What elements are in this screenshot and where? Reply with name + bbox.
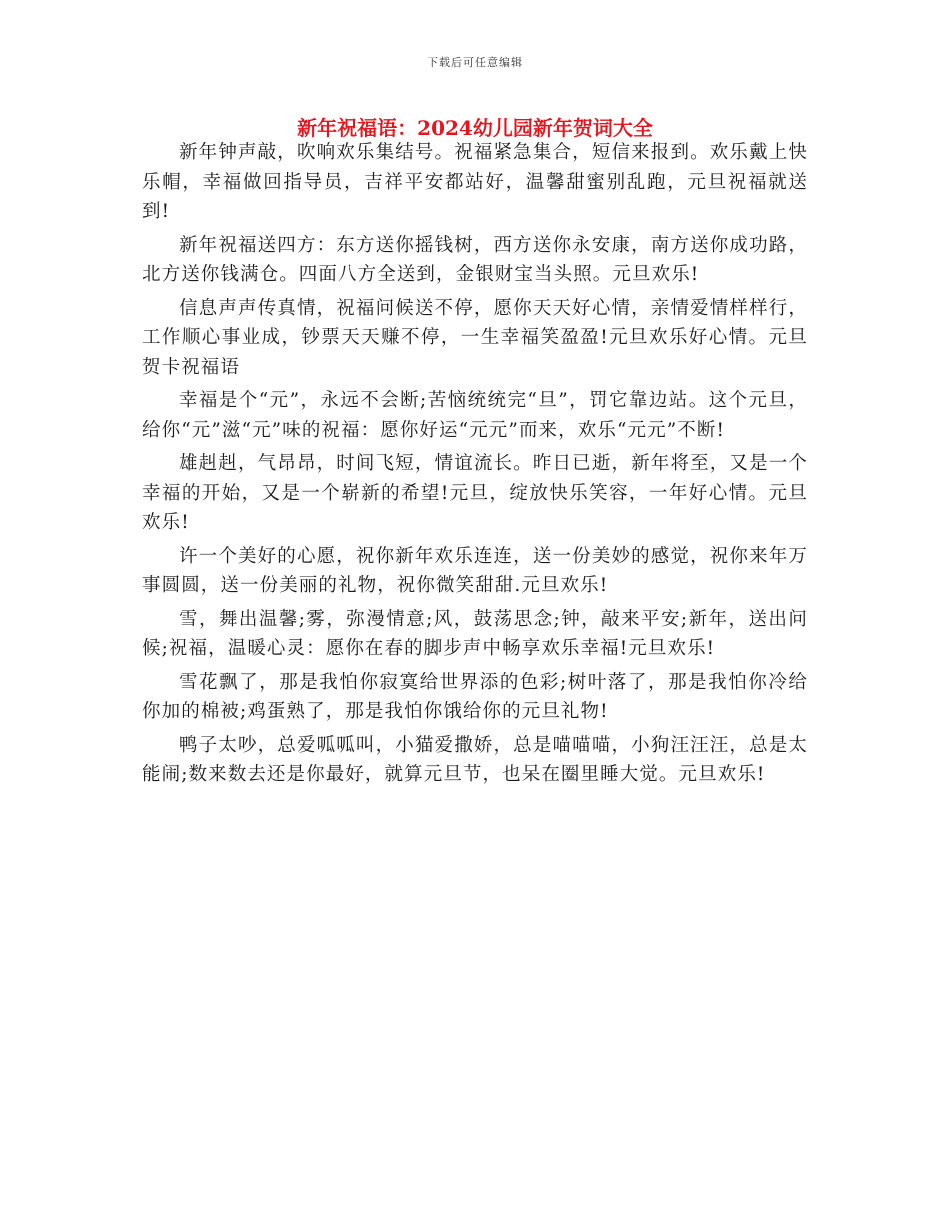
paragraph-2: 新年祝福送四方：东方送你摇钱树，西方送你永安康，南方送你成功路，北方送你钱满仓。四面八方全送到，金银财宝当头照。元旦欢乐! — [142, 234, 808, 285]
document-title: 新年祝福语：2024幼儿园新年贺词大全 — [297, 116, 653, 140]
paragraph-3: 信息声声传真情，祝福问候送不停，愿你天天好心情，亲情爱情样样行，工作顺心事业成，钞票天天赚不停，一生幸福笑盈盈!元旦欢乐好心情。元旦贺卡祝福语 — [142, 297, 808, 378]
paragraph-7: 雪，舞出温馨;雾，弥漫情意;风，鼓荡思念;钟，敲来平安;新年，送出问候;祝福，温暖心灵：愿你在春的脚步声中畅享欢乐幸福!元旦欢乐! — [142, 608, 808, 659]
paragraph-8: 雪花飘了，那是我怕你寂寞给世界添的色彩;树叶落了，那是我怕你冷给你加的棉被;鸡蛋熟了，那是我怕你饿给你的元旦礼物! — [142, 671, 808, 722]
paragraph-1: 新年钟声敲，吹响欢乐集结号。祝福紧急集合，短信来报到。欢乐戴上快乐帽，幸福做回指导员，吉祥平安都站好，温馨甜蜜别乱跑，元旦祝福就送到! — [142, 142, 808, 222]
document-body — [142, 138, 808, 794]
paragraph-4: 幸福是个“元”，永远不会断;苦恼统统完“旦”，罚它靠边站。这个元旦，给你“元”滋“元”味的祝福：愿你好运“元元”而来，欢乐“元元”不断! — [142, 390, 808, 441]
paragraph-5: 雄赳赳，气昂昂，时间飞短，情谊流长。昨日已逝，新年将至，又是一个幸福的开始，又是一个崭新的希望!元旦，绽放快乐笑容，一年好心情。元旦欢乐! — [142, 453, 808, 533]
paragraph-9: 鸭子太吵，总爱呱呱叫，小猫爱撒娇，总是喵喵喵，小狗汪汪汪，总是太能闹;数来数去还是你最好，就算元旦节，也呆在圈里睡大觉。元旦欢乐! — [142, 734, 808, 785]
header-note: 下载后可任意编辑 — [427, 56, 523, 69]
paragraph-6: 许一个美好的心愿，祝你新年欢乐连连，送一份美妙的感觉，祝你来年万事圆圆，送一份美丽的礼物，祝你微笑甜甜.元旦欢乐! — [142, 545, 808, 596]
